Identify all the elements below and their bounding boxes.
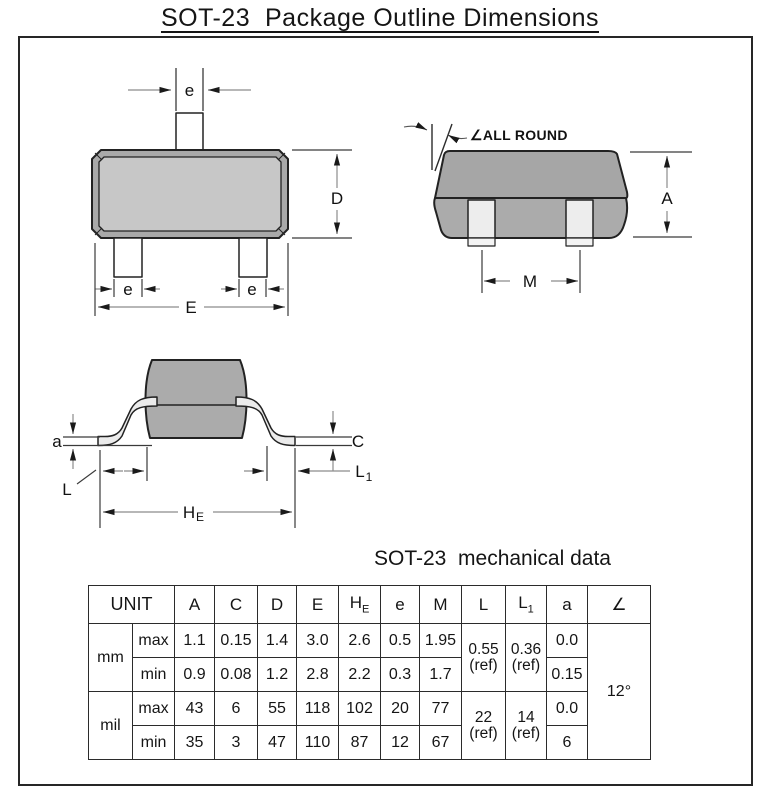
dim-e-bottom-left <box>95 279 160 299</box>
row-label-max: max <box>133 692 175 726</box>
cell-angle: 12° <box>588 624 651 760</box>
dim-label-e-bl: e <box>123 280 133 299</box>
page-title: SOT-23 Package Outline Dimensions <box>160 4 600 32</box>
col-header-e: e <box>381 586 420 624</box>
all-round-label: ∠ALL ROUND <box>470 127 568 143</box>
dim-L <box>62 447 147 528</box>
cell-mm-min-D: 1.2 <box>258 658 297 692</box>
dim-label-A: A <box>661 189 673 208</box>
cell-mm-max-e: 0.5 <box>381 624 420 658</box>
cell-mm-max-a: 0.0 <box>547 624 588 658</box>
cell-mil-min-M: 67 <box>420 726 462 760</box>
dim-label-L1: L <box>355 462 365 481</box>
col-header-angle: ∠ <box>588 586 651 624</box>
cell-mm-max-M: 1.95 <box>420 624 462 658</box>
cell-mil-min-A: 35 <box>175 726 215 760</box>
dim-label-E: E <box>185 298 197 317</box>
perspective-view <box>404 124 692 293</box>
table-title: SOT-23 mechanical data <box>374 547 611 570</box>
cell-mm-L1: 0.36 (ref) <box>506 624 547 692</box>
col-header-HE: $H_E$ <box>339 586 381 624</box>
cell-mm-max-C: 0.15 <box>215 624 258 658</box>
side-view <box>52 360 372 528</box>
cell-mm-min-M: 1.7 <box>420 658 462 692</box>
cell-mil-max-HE: 102 <box>339 692 381 726</box>
col-header-A: A <box>175 586 215 624</box>
dim-label-e-br: e <box>247 280 257 299</box>
cell-mm-max-E: 3.0 <box>297 624 339 658</box>
cell-mil-L: 22 (ref) <box>462 692 506 760</box>
cell-mil-max-A: 43 <box>175 692 215 726</box>
cell-mm-max-D: 1.4 <box>258 624 297 658</box>
side-body <box>146 360 247 438</box>
cell-mil-min-E: 110 <box>297 726 339 760</box>
cell-mil-min-C: 3 <box>215 726 258 760</box>
cell-mil-min-D: 47 <box>258 726 297 760</box>
cell-mil-min-a: 6 <box>547 726 588 760</box>
cell-mil-min-HE: 87 <box>339 726 381 760</box>
cell-mil-max-C: 6 <box>215 692 258 726</box>
perspective-right-pin <box>566 200 593 246</box>
perspective-top-face <box>435 151 627 198</box>
dim-label-D: D <box>330 189 344 208</box>
dim-label-HE: H <box>182 503 196 522</box>
col-header-D: D <box>258 586 297 624</box>
perspective-left-pin <box>468 200 495 246</box>
cell-mm-L: 0.55 (ref) <box>462 624 506 692</box>
cell-mil-L1: 14 (ref) <box>506 692 547 760</box>
col-header-C: C <box>215 586 258 624</box>
col-header-unit: UNIT <box>89 586 175 624</box>
col-header-L1: $L_1$ <box>506 586 547 624</box>
dim-label-a: a <box>52 432 62 451</box>
cell-mm-min-HE: 2.2 <box>339 658 381 692</box>
cell-mm-min-C: 0.08 <box>215 658 258 692</box>
cell-mil-max-E: 118 <box>297 692 339 726</box>
dim-label-L: L <box>62 480 72 499</box>
cell-mm-max-A: 1.1 <box>175 624 215 658</box>
cell-mil-min-e: 12 <box>381 726 420 760</box>
dim-label-e-top: e <box>184 81 195 100</box>
table-row-mm-min <box>89 658 651 692</box>
cell-mil-max-a: 0.0 <box>547 692 588 726</box>
perspective-front-face <box>434 198 627 238</box>
mechanical-data-table <box>88 585 651 760</box>
cell-mm-min-E: 2.8 <box>297 658 339 692</box>
front-bottom-left-pin <box>114 238 142 277</box>
dim-label-L1-sub: 1 <box>365 470 373 484</box>
dim-e-bottom-right <box>221 279 284 299</box>
dim-label-C: C <box>351 432 365 451</box>
table-row-mil-min <box>89 726 651 760</box>
dim-e-top <box>128 68 251 111</box>
table-row-mm-max <box>89 624 651 658</box>
table-row-mil-max <box>89 692 651 726</box>
col-header-L: L <box>462 586 506 624</box>
cell-mm-min-A: 0.9 <box>175 658 215 692</box>
row-label-min: min <box>133 726 175 760</box>
front-bottom-right-pin <box>239 238 267 277</box>
cell-mil-max-e: 20 <box>381 692 420 726</box>
dim-C <box>296 411 364 471</box>
dim-L1 <box>244 446 373 528</box>
cell-mil-max-D: 55 <box>258 692 297 726</box>
dim-label-HE-sub: E <box>195 510 205 524</box>
row-label-max: max <box>133 624 175 658</box>
cell-mm-min-a: 0.15 <box>547 658 588 692</box>
front-top-pin <box>176 113 203 151</box>
cell-mm-max-HE: 2.6 <box>339 624 381 658</box>
front-view <box>92 68 352 317</box>
dim-A <box>630 152 692 237</box>
front-body-face <box>99 157 281 231</box>
dim-M <box>482 250 580 293</box>
dim-HE <box>103 503 292 524</box>
dim-label-M: M <box>522 272 538 291</box>
table-header-row <box>89 586 651 624</box>
row-label-min: min <box>133 658 175 692</box>
col-header-E: E <box>297 586 339 624</box>
cell-mil-max-M: 77 <box>420 692 462 726</box>
dim-D <box>292 150 352 238</box>
unit-cell-mil: mil <box>89 692 133 760</box>
unit-cell-mm: mm <box>89 624 133 692</box>
cell-mm-min-e: 0.3 <box>381 658 420 692</box>
col-header-a: a <box>547 586 588 624</box>
col-header-M: M <box>420 586 462 624</box>
